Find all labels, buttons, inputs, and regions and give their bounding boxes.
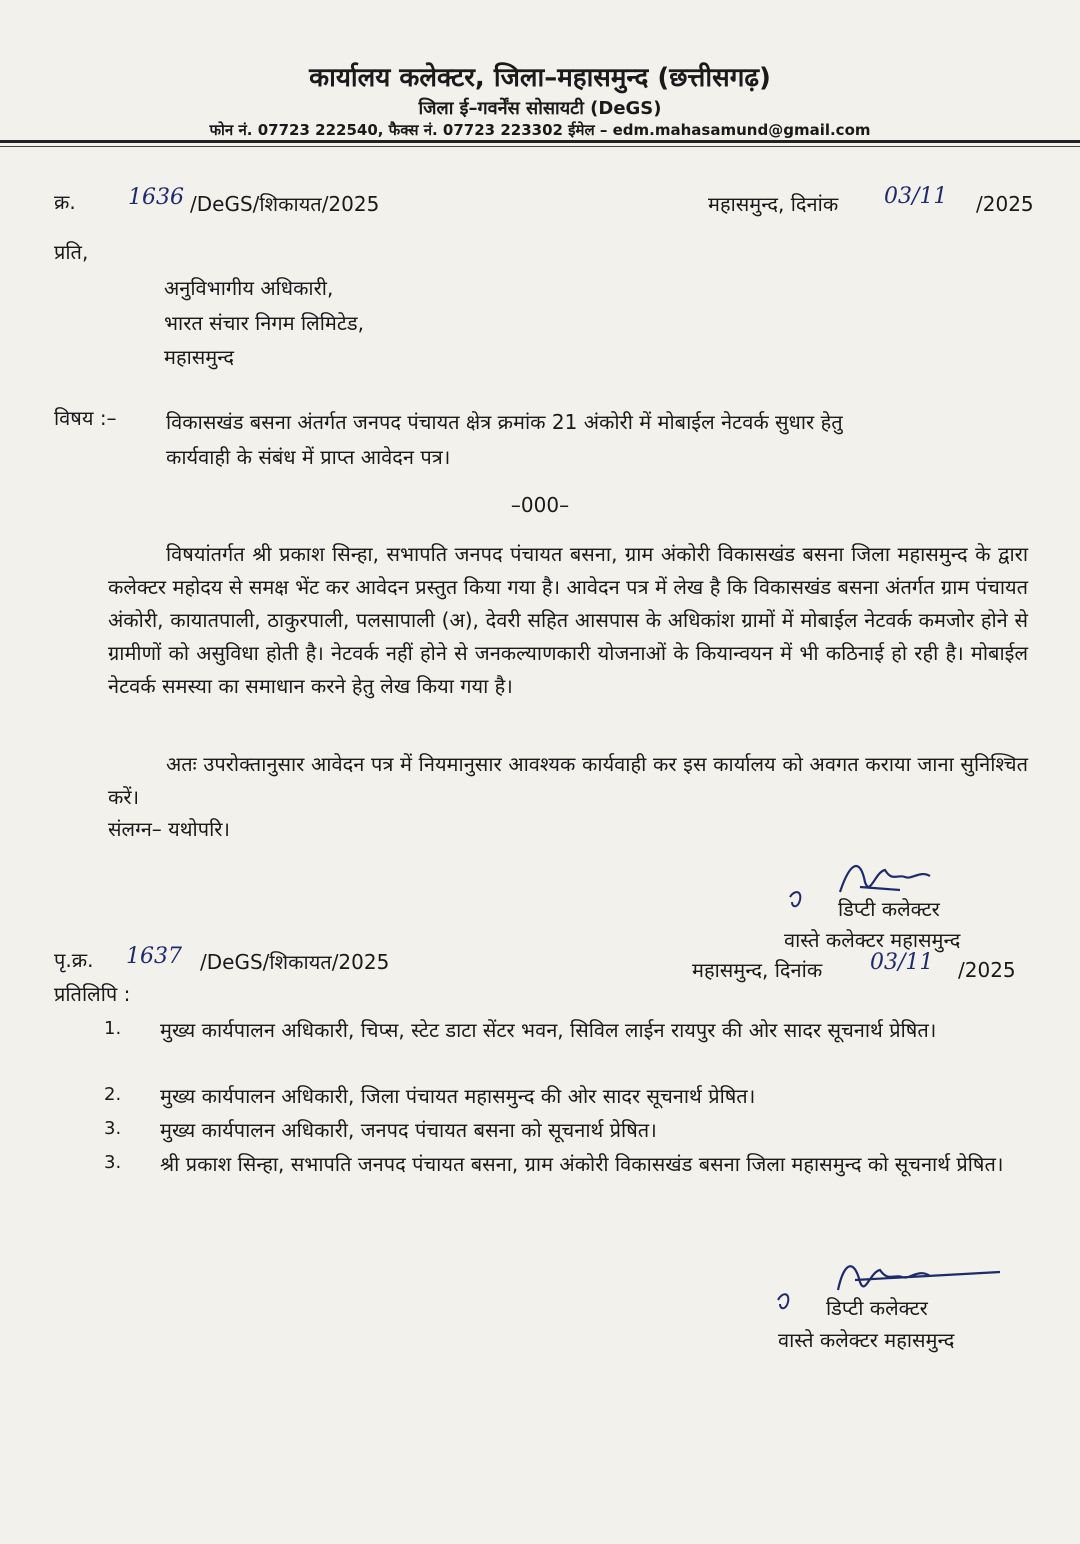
copy-label: प्रतिलिपि : [54,982,131,1006]
office-title: कार्यालय कलेक्टर, जिला–महासमुन्द (छत्तीसगढ़) [309,63,771,93]
copy-item-2-number: 2. [104,1084,122,1105]
copy-ref-prefix: पृ.क्र. [54,948,94,972]
copy-item-1-text: मुख्य कार्यपालन अधिकारी, चिप्स, स्टेट डाटा सेंटर भवन, सिविल लाईन रायपुर की ओर सादर सूचनार्थ प्रेषित। [160,1018,937,1042]
ref-date: 03/11 [884,184,948,209]
subject-label: विषय :– [54,406,117,430]
subject-line1: विकासखंड बसना अंतर्गत जनपद पंचायत क्षेत्र क्रमांक 21 अंकोरी में मोबाईल नेटवर्क सुधार हेतु [166,410,843,434]
signatory-title-2: डिप्टी कलेक्टर [826,1296,928,1320]
ref-prefix: क्र. [54,190,76,214]
addressee-line1: अनुविभागीय अधिकारी, [164,276,334,300]
copy-item-1-number: 1. [104,1018,122,1039]
copy-item-4-number: 3. [104,1152,122,1173]
copy-date: 03/11 [870,950,934,975]
addressee-line2: भारत संचार निगम लिमिटेड, [164,311,364,335]
copy-item-2-text: मुख्य कार्यपालन अधिकारी, जिला पंचायत महासमुन्द की ओर सादर सूचनार्थ प्रेषित। [160,1084,756,1108]
section-divider: –000– [510,493,570,517]
copy-place-date: महासमुन्द, दिनांक [692,958,823,982]
subject-line2: कार्यवाही के संबंध में प्राप्त आवेदन पत्र। [166,445,451,469]
copy-item-3-text: मुख्य कार्यपालन अधिकारी, जनपद पंचायत बसना को सूचनार्थ प्रेषित। [160,1118,657,1142]
signatory-behalf-1: वास्ते कलेक्टर महासमुन्द [784,928,961,952]
copy-ref-number: 1637 [126,944,182,969]
ref-place-date: महासमुन्द, दिनांक [708,192,839,216]
signatory-title-1: डिप्टी कलेक्टर [838,897,940,921]
body-paragraph-1: विषयांतर्गत श्री प्रकाश सिन्हा, सभापति जनपद पंचायत बसना, ग्राम अंकोरी विकासखंड बसना जिला महासमुन्द के द्वारा कलेक्टर महोदय से समक्ष भेंट कर आवेदन प्रस्तुत किया गया है। आवेदन पत्र में लेख है कि विकासखंड बसना अंतर्गत ग्राम पंचायत अंकोरी, कायातपाली, ठाकुरपाली, पलसापाली (अ), देवरी सहित आसपास के अधिकांश ग्रामों में मोबाईल नेटवर्क कमजोर होने से ग्रामीणों को असुविधा होती है। नेटवर्क नहीं होने से जनकल्याणकारी योजनाओं के कियान्वयन में भी कठिनाई हो रही है। मोबाईल नेटवर्क समस्या का समाधान करने हेतु लेख किया गया है। [108,542,1028,698]
copy-item-3-number: 3. [104,1118,122,1139]
signatory-behalf-2: वास्ते कलेक्टर महासमुन्द [778,1328,955,1352]
ref-year: /2025 [976,192,1034,216]
body-paragraph-2: अतः उपरोक्तानुसार आवेदन पत्र में नियमानुसार आवश्यक कार्यवाही कर इस कार्यालय को अवगत कराया जाना सुनिश्चित करें। [108,752,1028,809]
header-rule [0,140,1080,143]
ref-suffix: /DeGS/शिकायत/2025 [190,192,380,216]
addressee-line3: महासमुन्द [164,345,235,369]
copy-item-4-text: श्री प्रकाश सिन्हा, सभापति जनपद पंचायत बसना, ग्राम अंकोरी विकासखंड बसना जिला महासमुन्द को सूचनार्थ प्रेषित। [160,1152,1004,1176]
contact-line: फोन नं. 07723 222540, फैक्स नं. 07723 223302 ईमेल – edm.mahasamund@gmail.com [209,121,871,139]
society-name: जिला ई–गवर्नेंस सोसायटी (DeGS) [418,98,662,119]
ref-number: 1636 [128,185,184,210]
enclosure-note: संलग्न– यथोपरि। [108,817,231,841]
header-rule-thin [0,146,1080,147]
copy-year: /2025 [958,958,1016,982]
copy-ref-suffix: /DeGS/शिकायत/2025 [200,950,390,974]
to-label: प्रति, [54,240,89,264]
